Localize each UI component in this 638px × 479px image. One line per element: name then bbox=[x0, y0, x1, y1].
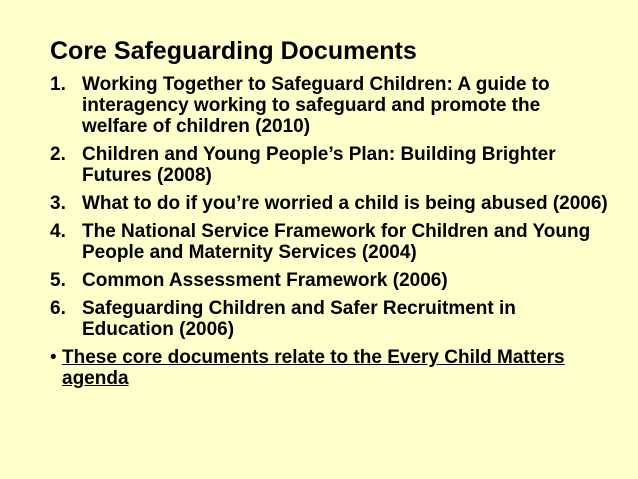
document-item-1 bbox=[50, 74, 608, 137]
document-list bbox=[50, 74, 608, 340]
document-item-2 bbox=[50, 144, 608, 186]
document-item-3 bbox=[50, 193, 608, 214]
every-child-matters-link[interactable]: These core documents relate to the Every Child Matters agenda bbox=[62, 347, 565, 389]
item-text: The National Service Framework for Children and Young People and Maternity Services (2004) bbox=[82, 221, 591, 263]
document-item-6 bbox=[50, 298, 608, 340]
document-item-4 bbox=[50, 221, 608, 263]
item-number: 1. bbox=[50, 74, 66, 95]
item-number: 4. bbox=[50, 221, 66, 242]
slide-title: Core Safeguarding Documents bbox=[50, 37, 417, 65]
item-number: 6. bbox=[50, 298, 66, 319]
every-child-matters-bullet bbox=[50, 347, 608, 389]
item-number: 5. bbox=[50, 270, 66, 291]
item-text: Safeguarding Children and Safer Recruitment in Education (2006) bbox=[82, 298, 516, 340]
item-text: What to do if you’re worried a child is being abused (2006) bbox=[82, 193, 608, 214]
item-text: Children and Young People’s Plan: Building Brighter Futures (2008) bbox=[82, 144, 556, 186]
item-text: Working Together to Safeguard Children: A guide to interagency working to safeguard and promote the welfare of children (2010) bbox=[82, 74, 550, 137]
bullet-icon: • bbox=[50, 347, 57, 368]
document-item-5 bbox=[50, 270, 608, 291]
item-text: Common Assessment Framework (2006) bbox=[82, 270, 448, 291]
item-number: 2. bbox=[50, 144, 66, 165]
item-number: 3. bbox=[50, 193, 66, 214]
